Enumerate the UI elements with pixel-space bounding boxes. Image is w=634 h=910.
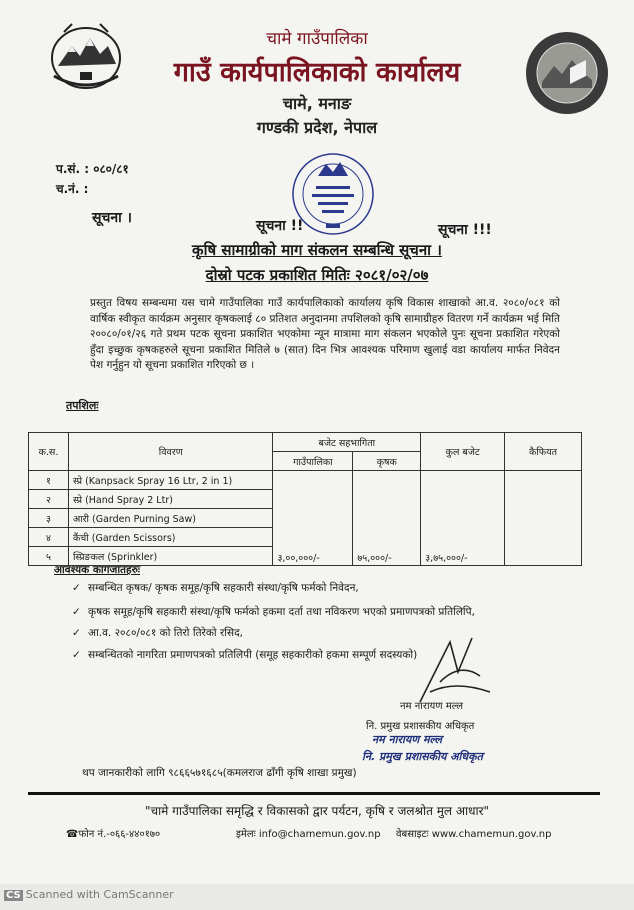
header-budget-share: बजेट सहभागिता bbox=[273, 433, 421, 452]
office-province: गण्डकी प्रदेश, नेपाल bbox=[256, 118, 378, 137]
header-sn: क.स. bbox=[29, 433, 69, 471]
scanner-watermark: CS Scanned with CamScanner bbox=[6, 888, 174, 901]
table-row bbox=[29, 471, 582, 490]
row-sn: २ bbox=[29, 490, 69, 509]
signatory-name: नम नारायण मल्ल bbox=[400, 701, 464, 712]
dispatch-number: च.नं. : bbox=[56, 182, 89, 196]
divider bbox=[28, 792, 600, 795]
details-heading: तपशिलः bbox=[66, 399, 99, 412]
list-item: ✓ आ.व. २०८०/०८१ को तिरो तिरेको रसिद, bbox=[72, 627, 243, 639]
row-item: स्प्रिङकल (Sprinkler) bbox=[68, 547, 272, 566]
footer-phone: ☎फोन नं.-०६६-४४०१७० bbox=[66, 829, 161, 840]
municipality-name: चामे गाउँपालिका bbox=[266, 29, 368, 49]
row-item: स्प्रे (Hand Spray 2 Ltr) bbox=[68, 490, 272, 509]
row-sn: ३ bbox=[29, 509, 69, 528]
camscanner-badge: CS bbox=[6, 890, 21, 901]
row-item: कैंची (Garden Scissors) bbox=[68, 528, 272, 547]
check-icon: ✓ bbox=[72, 606, 81, 618]
row-sn: ४ bbox=[29, 528, 69, 547]
list-item: ✓ सम्बन्धित कृषक/ कृषक समूह/कृषि सहकारी संस्था/कृषि फर्मको निवेदन, bbox=[72, 582, 359, 594]
list-item: ✓ सम्बन्धितको नागरिता प्रमाणपत्रको प्रतिलिपी (समूह सहकारीको हकमा सम्पूर्ण सदस्यको) bbox=[72, 649, 418, 661]
notice-word-2: सूचना !! bbox=[256, 218, 304, 234]
check-icon: ✓ bbox=[72, 649, 81, 661]
notice-title: कृषि सामाग्रीको माग संकलन सम्बन्धि सूचना । bbox=[192, 241, 442, 259]
items-table bbox=[28, 432, 582, 566]
reference-number: प.सं. : ०८०/८१ bbox=[56, 162, 129, 176]
check-icon: ✓ bbox=[72, 627, 81, 639]
contact-info: थप जानकारीको लागि ९८६६५७१६८५(कमलराज ढाँगी कृषि शाखा प्रमुख) bbox=[82, 767, 357, 779]
documents-heading: आवश्यक कागजातहरुः bbox=[54, 564, 141, 576]
office-name: गाउँ कार्यपालिकाको कार्यालय bbox=[173, 57, 461, 88]
header-municipality: गाउँपालिका bbox=[273, 452, 353, 471]
row-item: स्प्रे (Kanpsack Spray 16 Ltr, 2 in 1) bbox=[68, 471, 272, 490]
signature-stamp-designation: नि. प्रमुख प्रशासकीय अधिकृत bbox=[362, 750, 483, 763]
header-remarks: कैफियत bbox=[505, 433, 582, 471]
footer-website: वेबसाइटः www.chamemun.gov.np bbox=[396, 829, 552, 840]
signatory-designation: नि. प्रमुख प्रशासकीय अधिकृत bbox=[366, 721, 475, 732]
notice-word-1: सूचना । bbox=[92, 210, 132, 226]
phone-icon: ☎ bbox=[66, 829, 79, 840]
list-item: ✓ कृषक समूह/कृषि सहकारी संस्था/कृषि फर्मको हकमा दर्ता तथा नविकरण भएको प्रमाणपत्रको प्रतिलिपि, bbox=[72, 606, 475, 618]
row-sn: ५ bbox=[29, 547, 69, 566]
office-location: चामे, मनाङ bbox=[282, 94, 352, 113]
header-description: विवरण bbox=[68, 433, 272, 471]
notice-word-3: सूचना !!! bbox=[438, 222, 492, 238]
published-date: दोस्रो पटक प्रकाशित मितिः २०८१/०२/०७ bbox=[205, 266, 429, 284]
notice-body: प्रस्तुत विषय सम्बन्धमा यस चामे गाउँपालिका गाउँ कार्यपालिकाको कार्यालय कृषि विकास शाखाको आ.व. २०८०/०८१ को वार्षिक स्वीकृत कार्यक्रम अनुसार कृषकलाई ८० प्रतिशत अनुदानमा तपशिलको कृषि सामाग्रीहरु वितरण गर्ने कार्यक्रम भई मिति २००८०/०१/२६ गते प्रथम पटक सूचना प्रकाशित भएकोमा न्यून मात्रामा माग संकलन भएकोले पुनः सूचना प्रकाशित गरेएको हुँदा इच्छुक कृषकहरुले सूचना प्रकाशित मितिले ७ (सात) दिन भित्र आवश्यक परिमाण खुलाई वडा कार्यालय मार्फत निवेदन पेश गर्नुहुन यो सूचना प्रकाशित गरिएको छ । bbox=[90, 297, 560, 372]
slogan: "चामे गाउँपालिका समृद्धि र विकासको द्वार पर्यटन, कृषि र जलश्रोत मुल आधार" bbox=[144, 804, 490, 818]
header-total: कुल बजेट bbox=[421, 433, 505, 471]
row-sn: १ bbox=[29, 471, 69, 490]
row-item: आरी (Garden Purning Saw) bbox=[68, 509, 272, 528]
check-icon: ✓ bbox=[72, 582, 81, 594]
header-farmer: कृषक bbox=[353, 452, 421, 471]
farmer-budget: ७५,०००/- bbox=[353, 471, 421, 566]
municipality-budget: ३,००,०००/- bbox=[273, 471, 353, 566]
total-budget: ३,७५,०००/- bbox=[421, 471, 505, 566]
footer-email: इमेलः info@chamemun.gov.np bbox=[236, 829, 381, 840]
signature-stamp-name: नम नारायण मल्ल bbox=[372, 733, 442, 746]
remarks-cell bbox=[505, 471, 582, 566]
